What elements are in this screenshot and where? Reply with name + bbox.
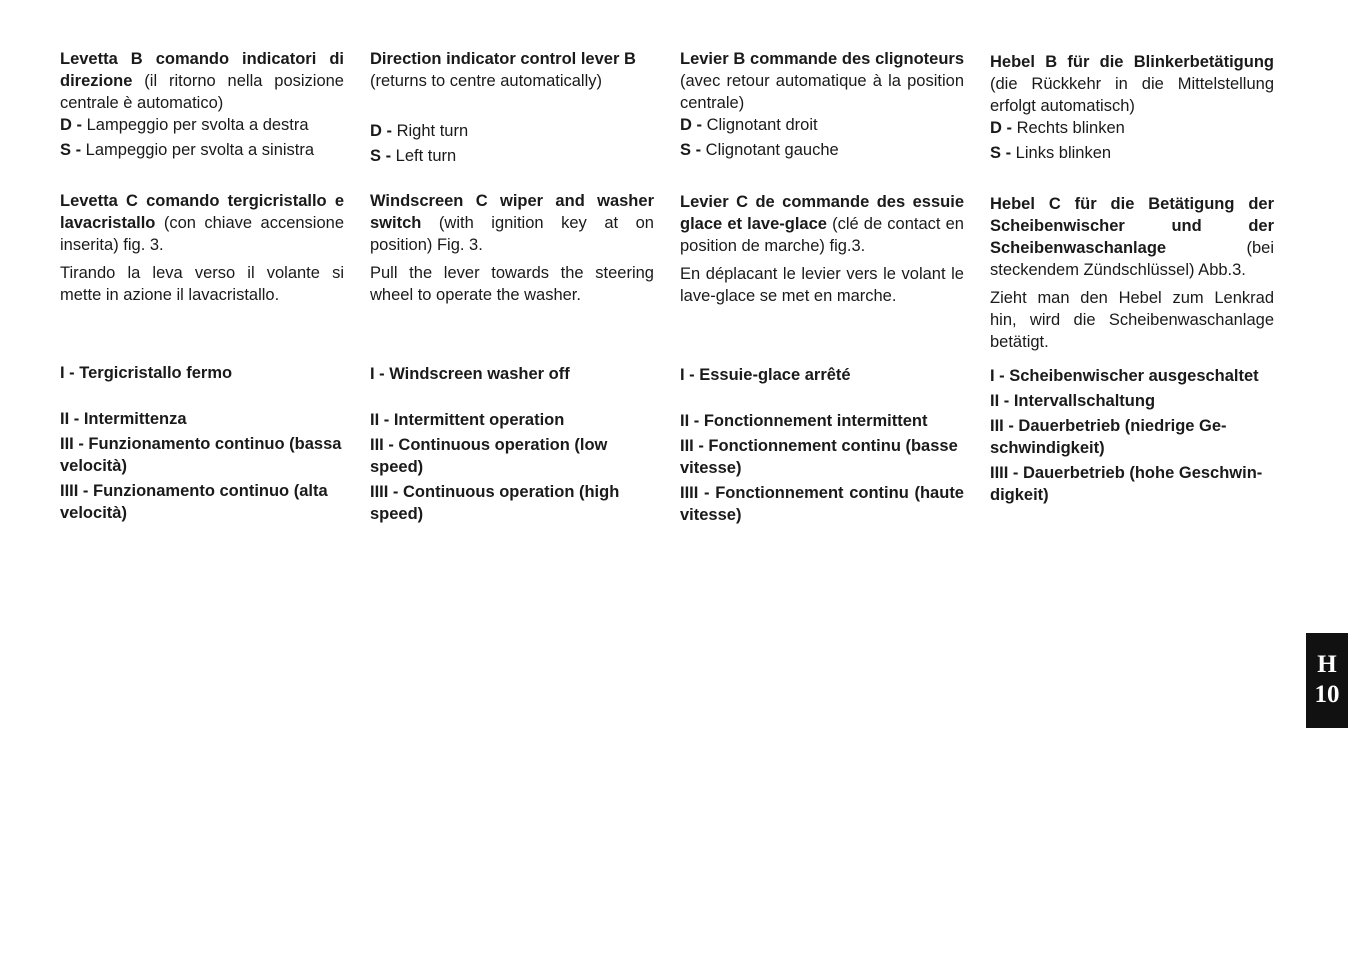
lever-c-note: (clé de contact en position de marche) fig.3. <box>680 215 964 255</box>
lever-c-description <box>370 190 654 256</box>
lever-b-description <box>60 48 344 114</box>
turn-left-item: S - Links blinken <box>990 144 1112 162</box>
mode-high-speed: IIII - Fonctionnement continu (haute vitesse) <box>680 484 964 524</box>
lever-c-note: (with ignition key at on position) Fig. 3. <box>370 214 654 254</box>
turn-right-item: D - Rechts blinken <box>990 119 1125 137</box>
wiper-mode-list <box>990 365 1274 509</box>
lever-b-title: Levetta B comando indicatori di direzione <box>60 50 344 90</box>
turn-left-item: S - Left turn <box>370 147 457 165</box>
lever-b-title: Hebel B für die Blinkerbetätigung <box>990 53 1274 71</box>
lever-c-body: Pull the lever towards the steering wheel to operate the washer. <box>370 264 654 304</box>
column-french <box>680 48 964 548</box>
lever-c-section <box>680 191 964 307</box>
mode-off: I - Scheibenwischer ausgeschaltet <box>990 367 1259 385</box>
lever-c-note: (con chiave accensione inserita) fig. 3. <box>60 214 344 254</box>
mode-intermittent: II - Intervallschaltung <box>990 392 1156 410</box>
lever-b-description <box>680 48 964 114</box>
mode-low-speed: III - Funzionamento continuo (bassa velocità) <box>60 435 342 475</box>
mode-low-speed: III - Fonctionnement continu (basse vitesse) <box>680 437 958 477</box>
turn-left-item: S - Clignotant gauche <box>680 141 839 159</box>
turn-right-item: D - Clignotant droit <box>680 116 818 134</box>
lever-b-description <box>990 51 1274 117</box>
lever-c-body: Tirando la leva verso il volante si mette in azione il lavacristallo. <box>60 264 344 304</box>
wiper-mode-list <box>60 362 344 527</box>
wiper-mode-list <box>680 364 964 529</box>
lever-c-section <box>370 190 654 306</box>
section-page-tab <box>1306 633 1348 728</box>
turn-signal-list <box>370 120 654 167</box>
mode-low-speed: III - Dauerbetrieb (niedrige Ge-schwindigkeit) <box>990 417 1227 457</box>
lever-b-note: (il ritorno nella posizione centrale è automatico) <box>60 72 344 112</box>
lever-c-body: Zieht man den Hebel zum Lenkrad hin, wird die Scheibenwaschanlage betätigt. <box>990 289 1274 351</box>
lever-c-title: Hebel C für die Betätigung der Scheibenwischer und der Scheibenwaschanlage <box>990 195 1274 257</box>
mode-off: I - Windscreen washer off <box>370 365 570 383</box>
mode-intermittent: II - Intermittent operation <box>370 411 565 429</box>
mode-off: I - Tergicristallo fermo <box>60 364 233 382</box>
lever-c-body: En déplacant le levier vers le volant le lave-glace se met en marche. <box>680 265 964 305</box>
mode-high-speed: IIII - Funzionamento continuo (alta velocità) <box>60 482 328 522</box>
lever-b-note: (avec retour automatique à la position centrale) <box>680 72 964 112</box>
mode-intermittent: II - Fonctionnement intermittent <box>680 412 928 430</box>
lever-b-title: Direction indicator control lever B <box>370 50 636 68</box>
lever-c-description <box>60 190 344 256</box>
wiper-mode-list <box>370 363 654 528</box>
lever-c-title: Levetta C comando tergicristallo e lavacristallo <box>60 192 344 232</box>
lever-c-title: Windscreen C wiper and washer switch <box>370 192 654 232</box>
lever-c-section <box>990 193 1274 353</box>
page-number: 10 <box>1314 681 1340 708</box>
turn-signal-list <box>680 114 964 161</box>
mode-intermittent: II - Intermittenza <box>60 410 187 428</box>
lever-c-title: Levier C de commande des essuie glace et lave-glace <box>680 193 964 233</box>
column-italian <box>60 48 344 548</box>
lever-b-note: (die Rückkehr in die Mittelstellung erfolgt automatisch) <box>990 75 1274 115</box>
lever-b-title: Levier B commande des clignoteurs <box>680 50 964 68</box>
lever-c-section <box>60 190 344 306</box>
turn-signal-list <box>60 114 344 161</box>
turn-right-item: D - Right turn <box>370 122 469 140</box>
turn-right-item: D - Lampeggio per svolta a destra <box>60 116 309 134</box>
lever-b-description <box>370 48 654 92</box>
mode-high-speed: IIII - Continuous operation (high speed) <box>370 483 620 523</box>
lever-c-note: (bei steckendem Zündschlüssel) Abb.3. <box>990 239 1274 279</box>
mode-high-speed: IIII - Dauerbetrieb (hohe Geschwin-digkeit) <box>990 464 1263 504</box>
turn-left-item: S - Lampeggio per svolta a sinistra <box>60 141 315 159</box>
lever-c-description <box>680 191 964 257</box>
mode-off: I - Essuie-glace arrêté <box>680 366 851 384</box>
lever-b-note: (returns to centre automatically) <box>370 72 603 90</box>
mode-low-speed: III - Continuous operation (low speed) <box>370 436 608 476</box>
column-english <box>370 48 654 548</box>
lever-c-description <box>990 193 1274 281</box>
turn-signal-list <box>990 117 1274 164</box>
section-letter: H <box>1317 651 1337 678</box>
column-german <box>990 51 1274 551</box>
